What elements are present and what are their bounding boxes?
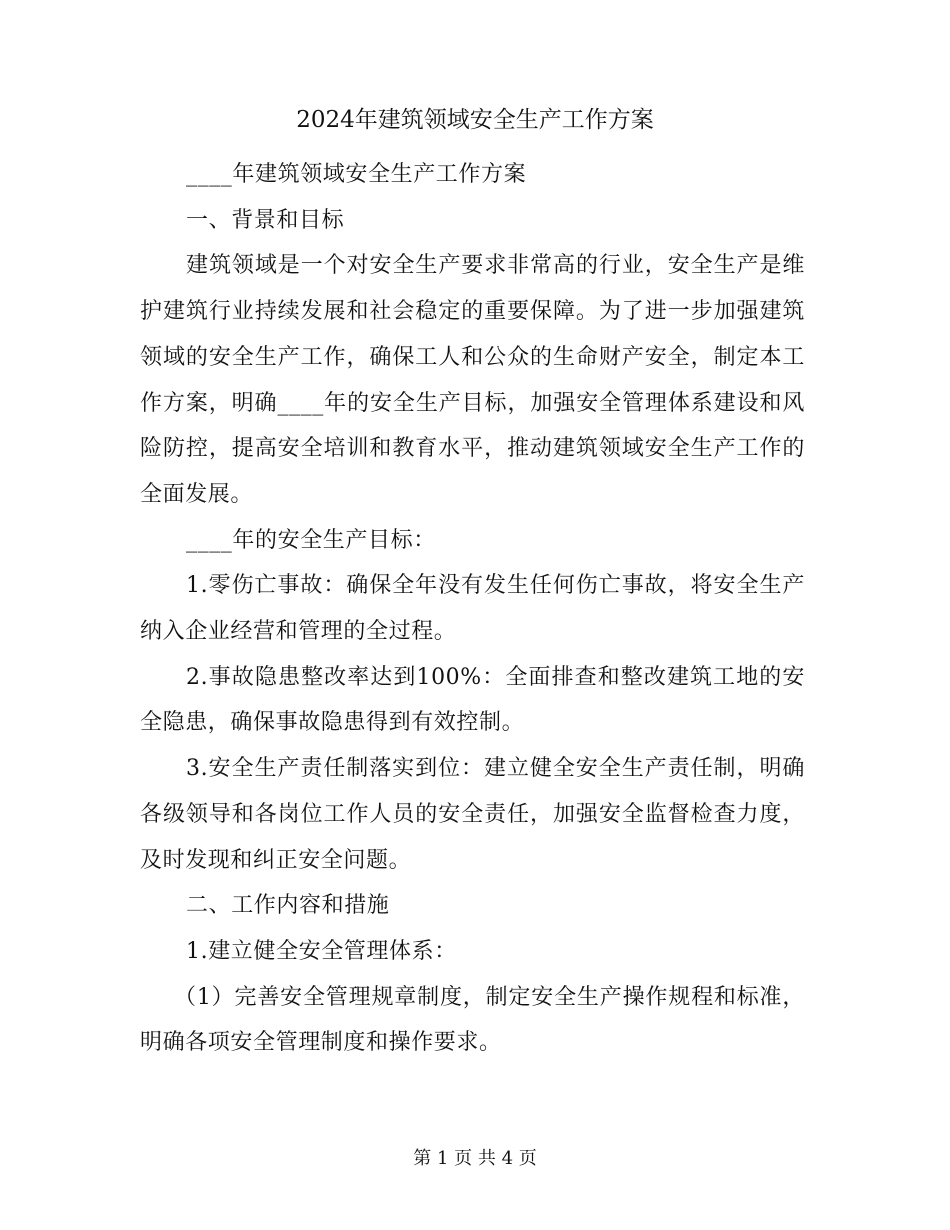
measure-subitem-1: （1）完善安全管理规章制度，制定安全生产操作规程和标准，明确各项安全管理制度和操作要求。 bbox=[140, 984, 805, 1056]
background-paragraph: 建筑领域是一个对安全生产要求非常高的行业，安全生产是维护建筑行业持续发展和社会稳定的重要保障。为了进一步加强建筑领域的安全生产工作，确保工人和公众的生命财产安全，制定本工作方案，明确____年的安全生产目标，加强安全管理体系建设和风险防控，提高安全培训和教育水平，推动建筑领域安全生产工作的全面发展。 bbox=[140, 253, 805, 507]
goal-item-3: 3.安全生产责任制落实到位：建立健全安全生产责任制，明确各级领导和各岗位工作人员的安全责任，加强安全监督检查力度，及时发现和纠正安全问题。 bbox=[140, 756, 805, 873]
page-footer: 第 1 页 共 4 页 bbox=[413, 1148, 537, 1169]
section-heading-measures: 二、工作内容和措施 bbox=[186, 893, 390, 919]
goals-heading: ____年的安全生产目标： bbox=[186, 527, 436, 553]
measure-item-1: 1.建立健全安全管理体系： bbox=[186, 938, 457, 964]
subtitle-paragraph: ____年建筑领域安全生产工作方案 bbox=[186, 162, 527, 187]
document-body bbox=[140, 152, 805, 1066]
goal-item-1: 1.零伤亡事故：确保全年没有发生任何伤亡事故，将安全生产纳入企业经营和管理的全过程。 bbox=[140, 573, 805, 645]
document-title: 2024年建筑领域安全生产工作方案 bbox=[296, 107, 654, 133]
section-heading-background: 一、背景和目标 bbox=[186, 207, 345, 233]
goal-item-2: 2.事故隐患整改率达到100%：全面排查和整改建筑工地的安全隐患，确保事故隐患得到有效控制。 bbox=[140, 664, 805, 736]
